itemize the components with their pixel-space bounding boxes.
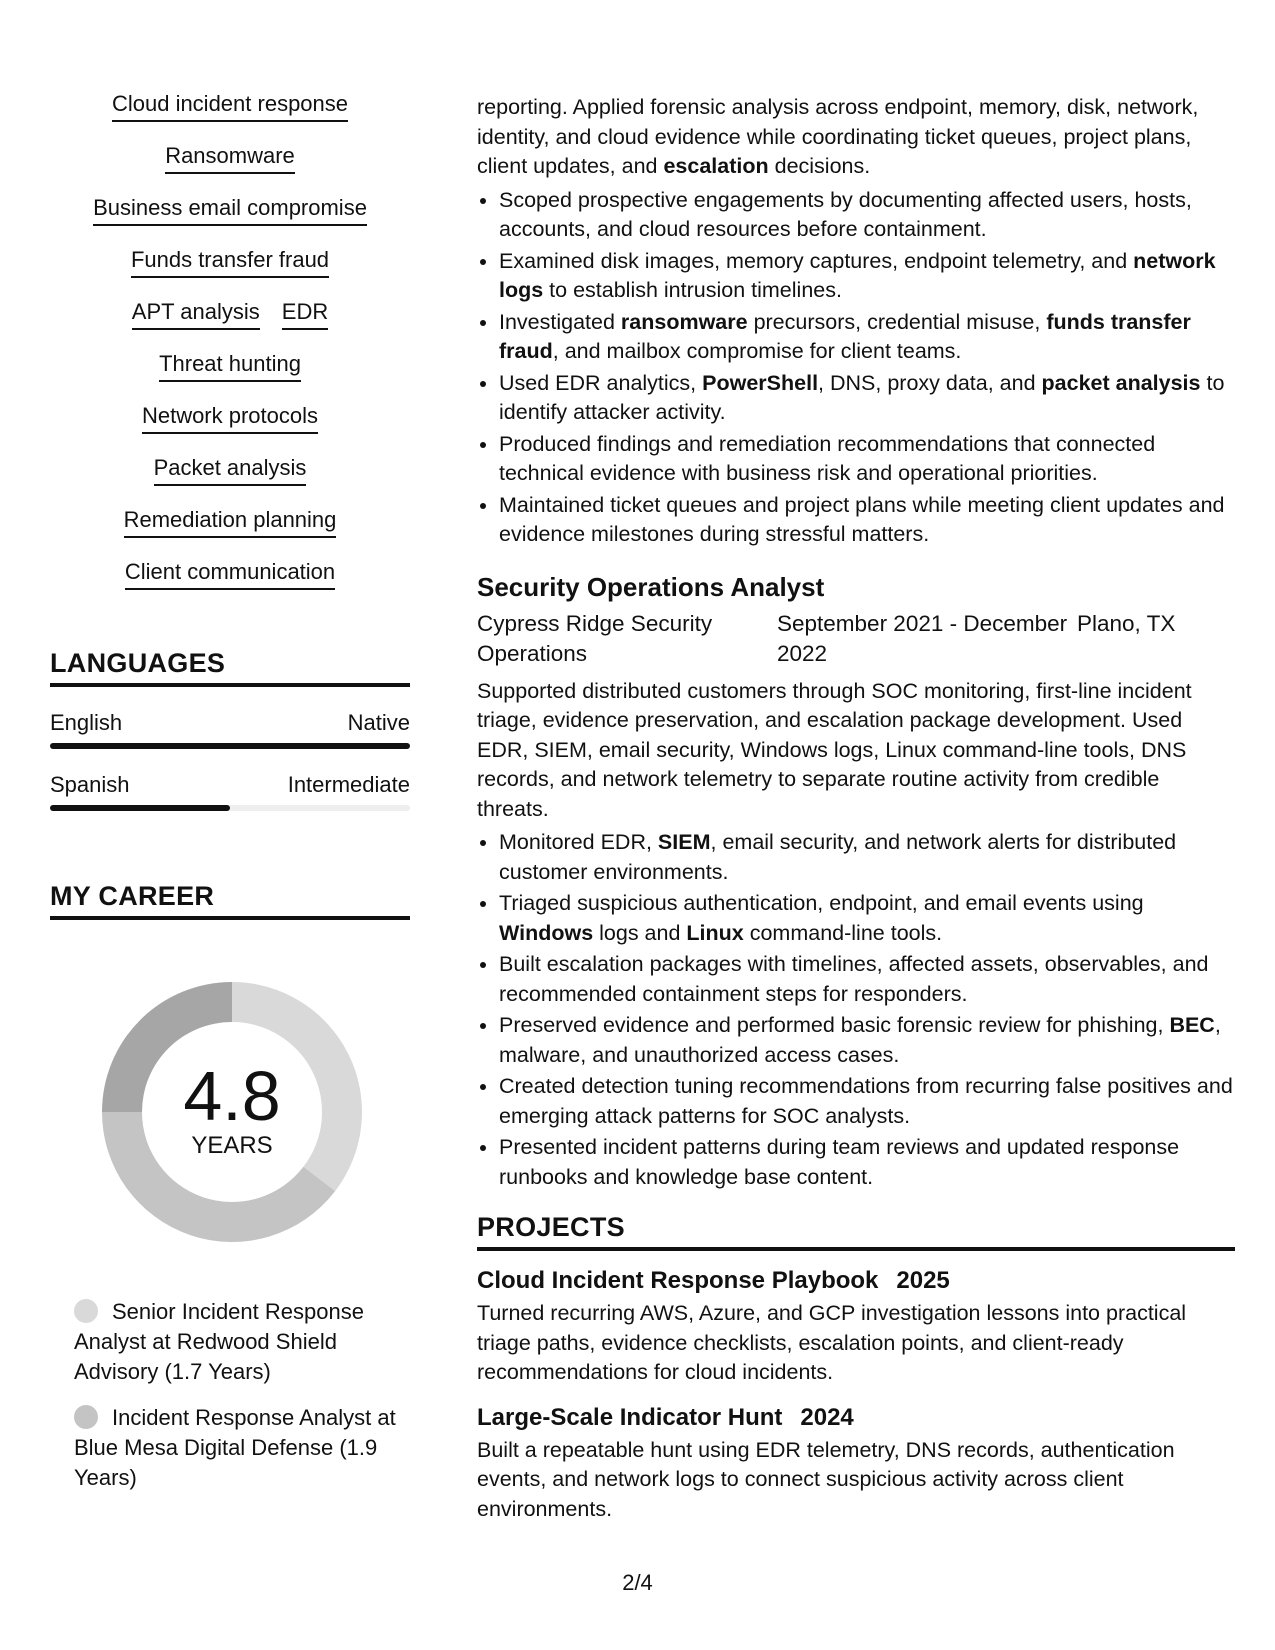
language-bar bbox=[50, 743, 410, 749]
project-title: Cloud Incident Response Playbook bbox=[477, 1267, 879, 1294]
skill-tag: Funds transfer fraud bbox=[131, 246, 329, 278]
bullet-item: • Produced findings and remediation recommendations that connected technical evidence with business risk and operational priorities. bbox=[499, 430, 1235, 489]
career-heading: MY CAREER bbox=[50, 881, 410, 920]
language-level: Intermediate bbox=[287, 772, 410, 797]
skill-tag: Client communication bbox=[125, 558, 335, 590]
job-title: Security Operations Analyst bbox=[477, 571, 825, 602]
skill-tag: APT analysis bbox=[132, 298, 260, 330]
job-summary-continued: reporting. Applied forensic analysis across endpoint, memory, disk, network, identity, and cloud evidence while coordinating ticket queues, project plans, client updates, and escalation decisions. bbox=[477, 95, 1199, 178]
bullet-item: • Presented incident patterns during team reviews and updated response runbooks and knowledge base content. bbox=[499, 1133, 1235, 1192]
job2-bullets bbox=[477, 828, 1235, 1192]
skill-tag: Packet analysis bbox=[154, 454, 307, 486]
skill-tag: Business email compromise bbox=[93, 194, 367, 226]
job-summary: Supported distributed customers through SOC monitoring, first-line incident triage, evidence preservation, and escalation package development. Used EDR, SIEM, email security, Windows logs, Linux command-line tools, DNS records, and network telemetry to separate routine activity from credible threats. bbox=[477, 678, 1192, 821]
bullet-item: • Built escalation packages with timelines, affected assets, observables, and recommended containment steps for responders. bbox=[499, 950, 1235, 1009]
career-unit: YEARS bbox=[191, 1132, 273, 1159]
language-level: Native bbox=[347, 710, 410, 735]
project-description: Built a repeatable hunt using EDR telemetry, DNS records, authentication events, and network logs to connect suspicious activity across client environments. bbox=[477, 1437, 1175, 1521]
career-section bbox=[50, 881, 410, 1493]
bullet-item: • Scoped prospective engagements by documenting affected users, hosts, accounts, and cloud resources before containment. bbox=[499, 186, 1235, 245]
project-year: 2025 bbox=[896, 1267, 950, 1294]
right-column bbox=[477, 93, 1235, 1524]
skill-tag: Network protocols bbox=[142, 402, 318, 434]
project-item bbox=[477, 1265, 1235, 1388]
career-legend-item bbox=[74, 1403, 414, 1493]
bullet-item: • Triaged suspicious authentication, endpoint, and email events using Windows logs and Linux command-line tools. bbox=[499, 889, 1235, 948]
language-bar bbox=[50, 805, 410, 811]
project-description: Turned recurring AWS, Azure, and GCP investigation lessons into practical triage paths, evidence checklists, escalation points, and client-ready recommendations for cloud incidents. bbox=[477, 1301, 1187, 1384]
bullet-item: • Maintained ticket queues and project plans while meeting client updates and evidence milestones during stressful matters. bbox=[499, 491, 1235, 550]
language-bar-fill bbox=[50, 743, 410, 749]
language-item bbox=[50, 709, 410, 749]
job-company: Cypress Ridge Security Operations bbox=[477, 610, 713, 666]
language-item bbox=[50, 771, 410, 811]
job1-bullets bbox=[477, 186, 1235, 550]
job-dates: September 2021 - December 2022 bbox=[777, 610, 1068, 666]
skill-tag: Threat hunting bbox=[159, 350, 301, 382]
project-item bbox=[477, 1402, 1235, 1525]
bullet-item: • Used EDR analytics, PowerShell, DNS, proxy data, and packet analysis to identify attacker activity. bbox=[499, 369, 1235, 428]
project-year: 2024 bbox=[800, 1403, 854, 1431]
projects-heading: PROJECTS bbox=[477, 1212, 1235, 1251]
career-total: 4.8 bbox=[183, 1057, 281, 1135]
bullet-item: • Created detection tuning recommendations from recurring false positives and emerging attack patterns for SOC analysts. bbox=[499, 1072, 1235, 1131]
project-title: Large-Scale Indicator Hunt bbox=[477, 1403, 783, 1431]
skill-tag: Remediation planning bbox=[124, 506, 337, 538]
career-legend-item bbox=[74, 1297, 414, 1387]
career-legend-text: Senior Incident Response Analyst at Redwood Shield Advisory (1.7 Years) bbox=[74, 1299, 364, 1384]
skill-tag: EDR bbox=[282, 298, 328, 330]
bullet-item: • Examined disk images, memory captures, endpoint telemetry, and network logs to establish intrusion timelines. bbox=[499, 247, 1235, 306]
skill-tag: Cloud incident response bbox=[112, 90, 348, 122]
language-name: Spanish bbox=[50, 772, 130, 797]
page-number: 2/4 bbox=[622, 1570, 653, 1595]
skill-tag: Ransomware bbox=[165, 142, 295, 174]
career-legend bbox=[74, 1297, 414, 1493]
languages-section bbox=[50, 648, 410, 811]
bullet-item: • Monitored EDR, SIEM, email security, and network alerts for distributed customer environments. bbox=[499, 828, 1235, 887]
career-donut bbox=[92, 972, 372, 1252]
legend-dot-icon bbox=[74, 1405, 98, 1429]
job-location: Plano, TX bbox=[1077, 610, 1176, 636]
bullet-item: • Preserved evidence and performed basic forensic review for phishing, BEC, malware, and unauthorized access cases. bbox=[499, 1011, 1235, 1070]
job-meta bbox=[477, 609, 1235, 669]
left-column bbox=[50, 90, 410, 1509]
skills-list bbox=[50, 90, 410, 590]
legend-dot-icon bbox=[74, 1299, 98, 1323]
bullet-item: • Investigated ransomware precursors, credential misuse, funds transfer fraud, and mailbox compromise for client teams. bbox=[499, 308, 1235, 367]
career-legend-text: Incident Response Analyst at Blue Mesa Digital Defense (1.9 Years) bbox=[74, 1405, 396, 1490]
language-bar-fill bbox=[50, 805, 230, 811]
languages-heading: LANGUAGES bbox=[50, 648, 410, 687]
language-name: English bbox=[50, 710, 123, 735]
